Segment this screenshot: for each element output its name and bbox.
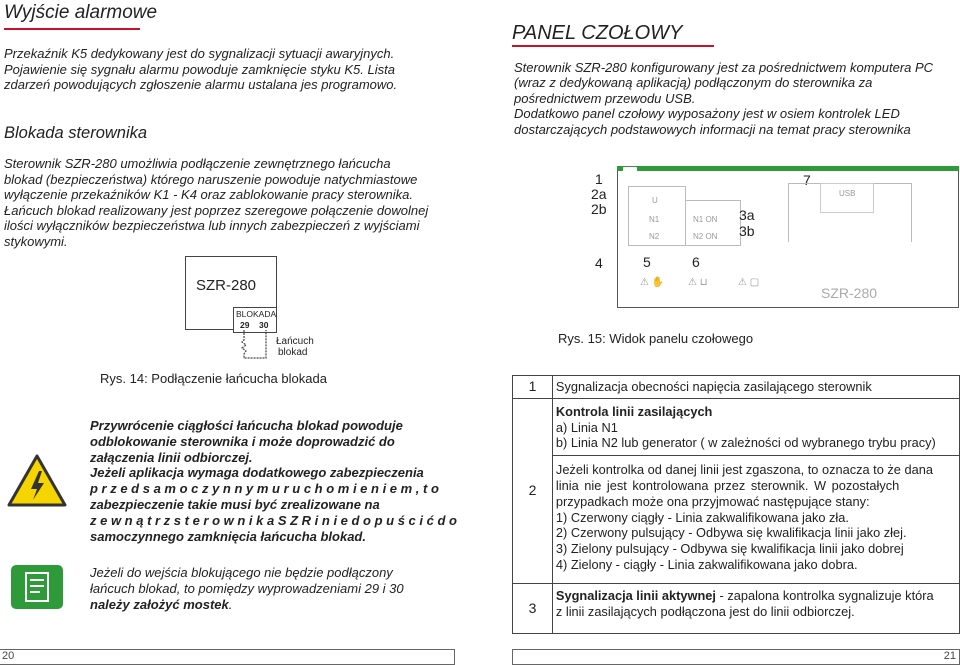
fig14-pin-29: 29 [240, 320, 250, 330]
table-row3-head: Sygnalizacja linii aktywnej [555, 587, 716, 603]
table-row [513, 398, 960, 583]
panel-line: Sterownik SZR-280 konfigurowany jest za pośrednictwem komputera PC [514, 60, 934, 75]
table-num-3: 3 [513, 583, 553, 634]
alarm-line: Przekaźnik K5 dedykowany jest do sygnalizacji sytuacji awaryjnych. [4, 46, 395, 61]
fig15-model: SZR-280 [821, 285, 878, 301]
block-line: ilości wyłączników bezpieczeństwa lub innych zabezpieczeń z wyjściami [4, 218, 420, 234]
fig15-led-n1on: N1 ON [693, 215, 718, 224]
fig14-pin-30: 30 [259, 320, 269, 330]
fig15-usb-box [820, 183, 874, 213]
warning-line: p r z e d s a m o c z y n n y m u r u c h o m i e n i e m , t o [90, 481, 439, 497]
fig14-device-label: SZR-280 [196, 277, 257, 294]
fig15-caption: Rys. 15: Widok panelu czołowego [558, 331, 754, 346]
warning-line: z e w n ą t r z s t e r o w n i k a S Z R i n i e d o p u ś c i ć d o [90, 512, 457, 528]
note-text [90, 565, 450, 612]
fig15-logo [623, 167, 637, 172]
fig15-label-4: 4 [595, 255, 603, 271]
fig14-chain-line: Łańcuch [276, 336, 314, 347]
panel-title-rule [512, 45, 714, 47]
table-row2-head: Kontrola linii zasilających [555, 403, 713, 419]
alarm-line: Pojawienie się sygnału alarmu powoduje zamknięcie styku K5. Lista [4, 61, 395, 77]
note-line: łańcuch blokad, to pomiędzy wyprowadzeniami 29 i 30 [90, 580, 404, 596]
page-number: 21 [943, 650, 956, 662]
warning-line: samoczynnego zamknięcia łańcucha blokad. [90, 528, 366, 544]
fig15-left-labels [591, 172, 607, 217]
table-row [513, 583, 960, 634]
table-row2-line: 4) Zielony - ciągły - Linia zakwalifikowana jako dobra. [555, 556, 858, 572]
warning-text [90, 418, 457, 544]
led-table [512, 375, 960, 634]
alarm-line: zdarzeń powodujących zgłoszenie alarmu ustalana jes programowo. [4, 77, 398, 93]
fig15-label-1: 1 [595, 171, 603, 187]
table-row2-line: 2) Czerwony pulsujący - Odbywa się kwalifikacja linii jako złej. [555, 525, 907, 541]
table-row3-rest: - zapalona kontrolka sygnalizuje która [715, 587, 934, 603]
panel-line: (wraz z dedykowaną aplikacją) podłączonym do sterownika za [514, 75, 873, 91]
warning-line: Przywrócenie ciągłości łańcucha blokad powoduje [90, 418, 403, 433]
page-number-left [0, 649, 455, 665]
table-row2-line: linia nie jest kontrolowana przez sterownik. W pozostałych [555, 477, 900, 493]
block-line: wyłączenie przekaźników K1 - K4 oraz zablokowanie pracy sterownika. [4, 187, 413, 203]
panel-line: pośrednictwem przewodu USB. [514, 90, 696, 106]
block-text [4, 156, 454, 250]
fig14-caption: Rys. 14: Podłączenie łańcucha blokada [100, 371, 327, 386]
fig15-led-u: U [652, 196, 658, 205]
table-text-2 [552, 398, 959, 583]
table-row2-line: a) Linia N1 [555, 419, 618, 435]
panel-text [514, 60, 960, 137]
fig15-label-3b: 3b [739, 223, 755, 239]
block-line: Łańcuch blokad realizowany jest poprzez szeregowe połączenie dowolnej [4, 202, 429, 218]
panel-title: PANEL CZOŁOWY [512, 22, 683, 44]
fig14-blokada-label: BLOKADA [236, 309, 277, 319]
fig15-led-n2on: N2 ON [693, 232, 718, 241]
table-row2-bottom [553, 456, 959, 583]
fig15-led-n2: N2 [649, 232, 660, 241]
table-text-3 [552, 583, 959, 634]
warning-line: załączenia linii odbiorczej. [90, 449, 253, 465]
fig15-label-2a: 2a [591, 186, 607, 202]
fig15-label-3a: 3a [739, 207, 755, 223]
table-num-1: 1 [513, 376, 553, 399]
table-row2-line: przypadkach może ona przyjmować następujące stany: [555, 493, 870, 509]
fig15-panel [617, 166, 959, 308]
table-num-2: 2 [513, 398, 553, 583]
table-row2-line: b) Linia N2 lub generator ( w zależności od wybranego trybu pracy) [555, 435, 936, 451]
table-text-1: Sygnalizacja obecności napięcia zasilającego sterownik [552, 376, 959, 399]
alarm-title-rule [4, 28, 140, 30]
note-line [90, 597, 450, 613]
fig15-alarm-icon: ⚠ ✋ [640, 277, 665, 288]
fig15-led-n1: N1 [649, 215, 660, 224]
table-row3-line [556, 588, 956, 604]
fig15-green-bar [617, 166, 959, 171]
page-number-right [512, 649, 960, 665]
warning-line: zabezpieczenie takie musi być zrealizowane na [90, 496, 380, 512]
fig15-usb: USB [839, 189, 856, 198]
warning-icon [6, 453, 68, 508]
page-number: 20 [2, 650, 15, 662]
block-line: blokad (bezpieczeństwa) którego naruszenie powoduje natychmiastowe [4, 171, 418, 187]
fig15-label-5: 5 [643, 254, 651, 270]
alarm-title: Wyjście alarmowe [4, 2, 158, 23]
table-row2-line: Jeżeli kontrolka od danej linii jest zgaszona, to oznacza to że dana [555, 462, 933, 478]
fig15-block-icon: ⚠ ⊔ [688, 277, 708, 288]
note-line: Jeżeli do wejścia blokującego nie będzie podłączony [90, 565, 393, 580]
block-line: stykowymi. [4, 233, 68, 249]
block-title: Blokada sterownika [4, 124, 148, 142]
block-line: Sterownik SZR-280 umożliwia podłączenie zewnętrznego łańcucha [4, 156, 391, 171]
note-bold: należy założyć mostek [90, 596, 229, 612]
note-end: . [228, 596, 233, 612]
alarm-text [4, 46, 444, 93]
table-row2-line: 3) Zielony pulsujący - Odbywa się kwalifikacja linii jako dobrej [555, 541, 904, 557]
warning-line: Jeżeli aplikacja wymaga dodatkowego zabezpieczenia [90, 465, 424, 481]
warning-line: odblokowanie sterownika i może doprowadzić do [90, 433, 395, 449]
table-row2-top [553, 399, 959, 456]
fig14-chain-wires [240, 330, 280, 360]
fig14-chain-label [276, 336, 314, 358]
note-icon [10, 564, 64, 610]
fig15-label-6: 6 [692, 254, 700, 270]
table-row2-line: 1) Czerwony ciągły - Linia zakwalifikowana jako zła. [555, 509, 849, 525]
table-row [513, 376, 960, 399]
table-row3-line: z linii zasilających podłączona jest do linii odbiorczej. [555, 603, 855, 619]
fig14-chain-line: blokad [278, 347, 308, 358]
fig15-label-2b: 2b [591, 201, 607, 217]
fig15-block-icon-2: ⚠ ▢ [738, 277, 760, 288]
fig15-label-7: 7 [803, 172, 811, 188]
panel-line: Dodatkowo panel czołowy wyposażony jest w osiem kontrolek LED [514, 106, 900, 122]
panel-line: dostarczających podstawowych informacji na temat pracy sterownika [514, 121, 911, 137]
